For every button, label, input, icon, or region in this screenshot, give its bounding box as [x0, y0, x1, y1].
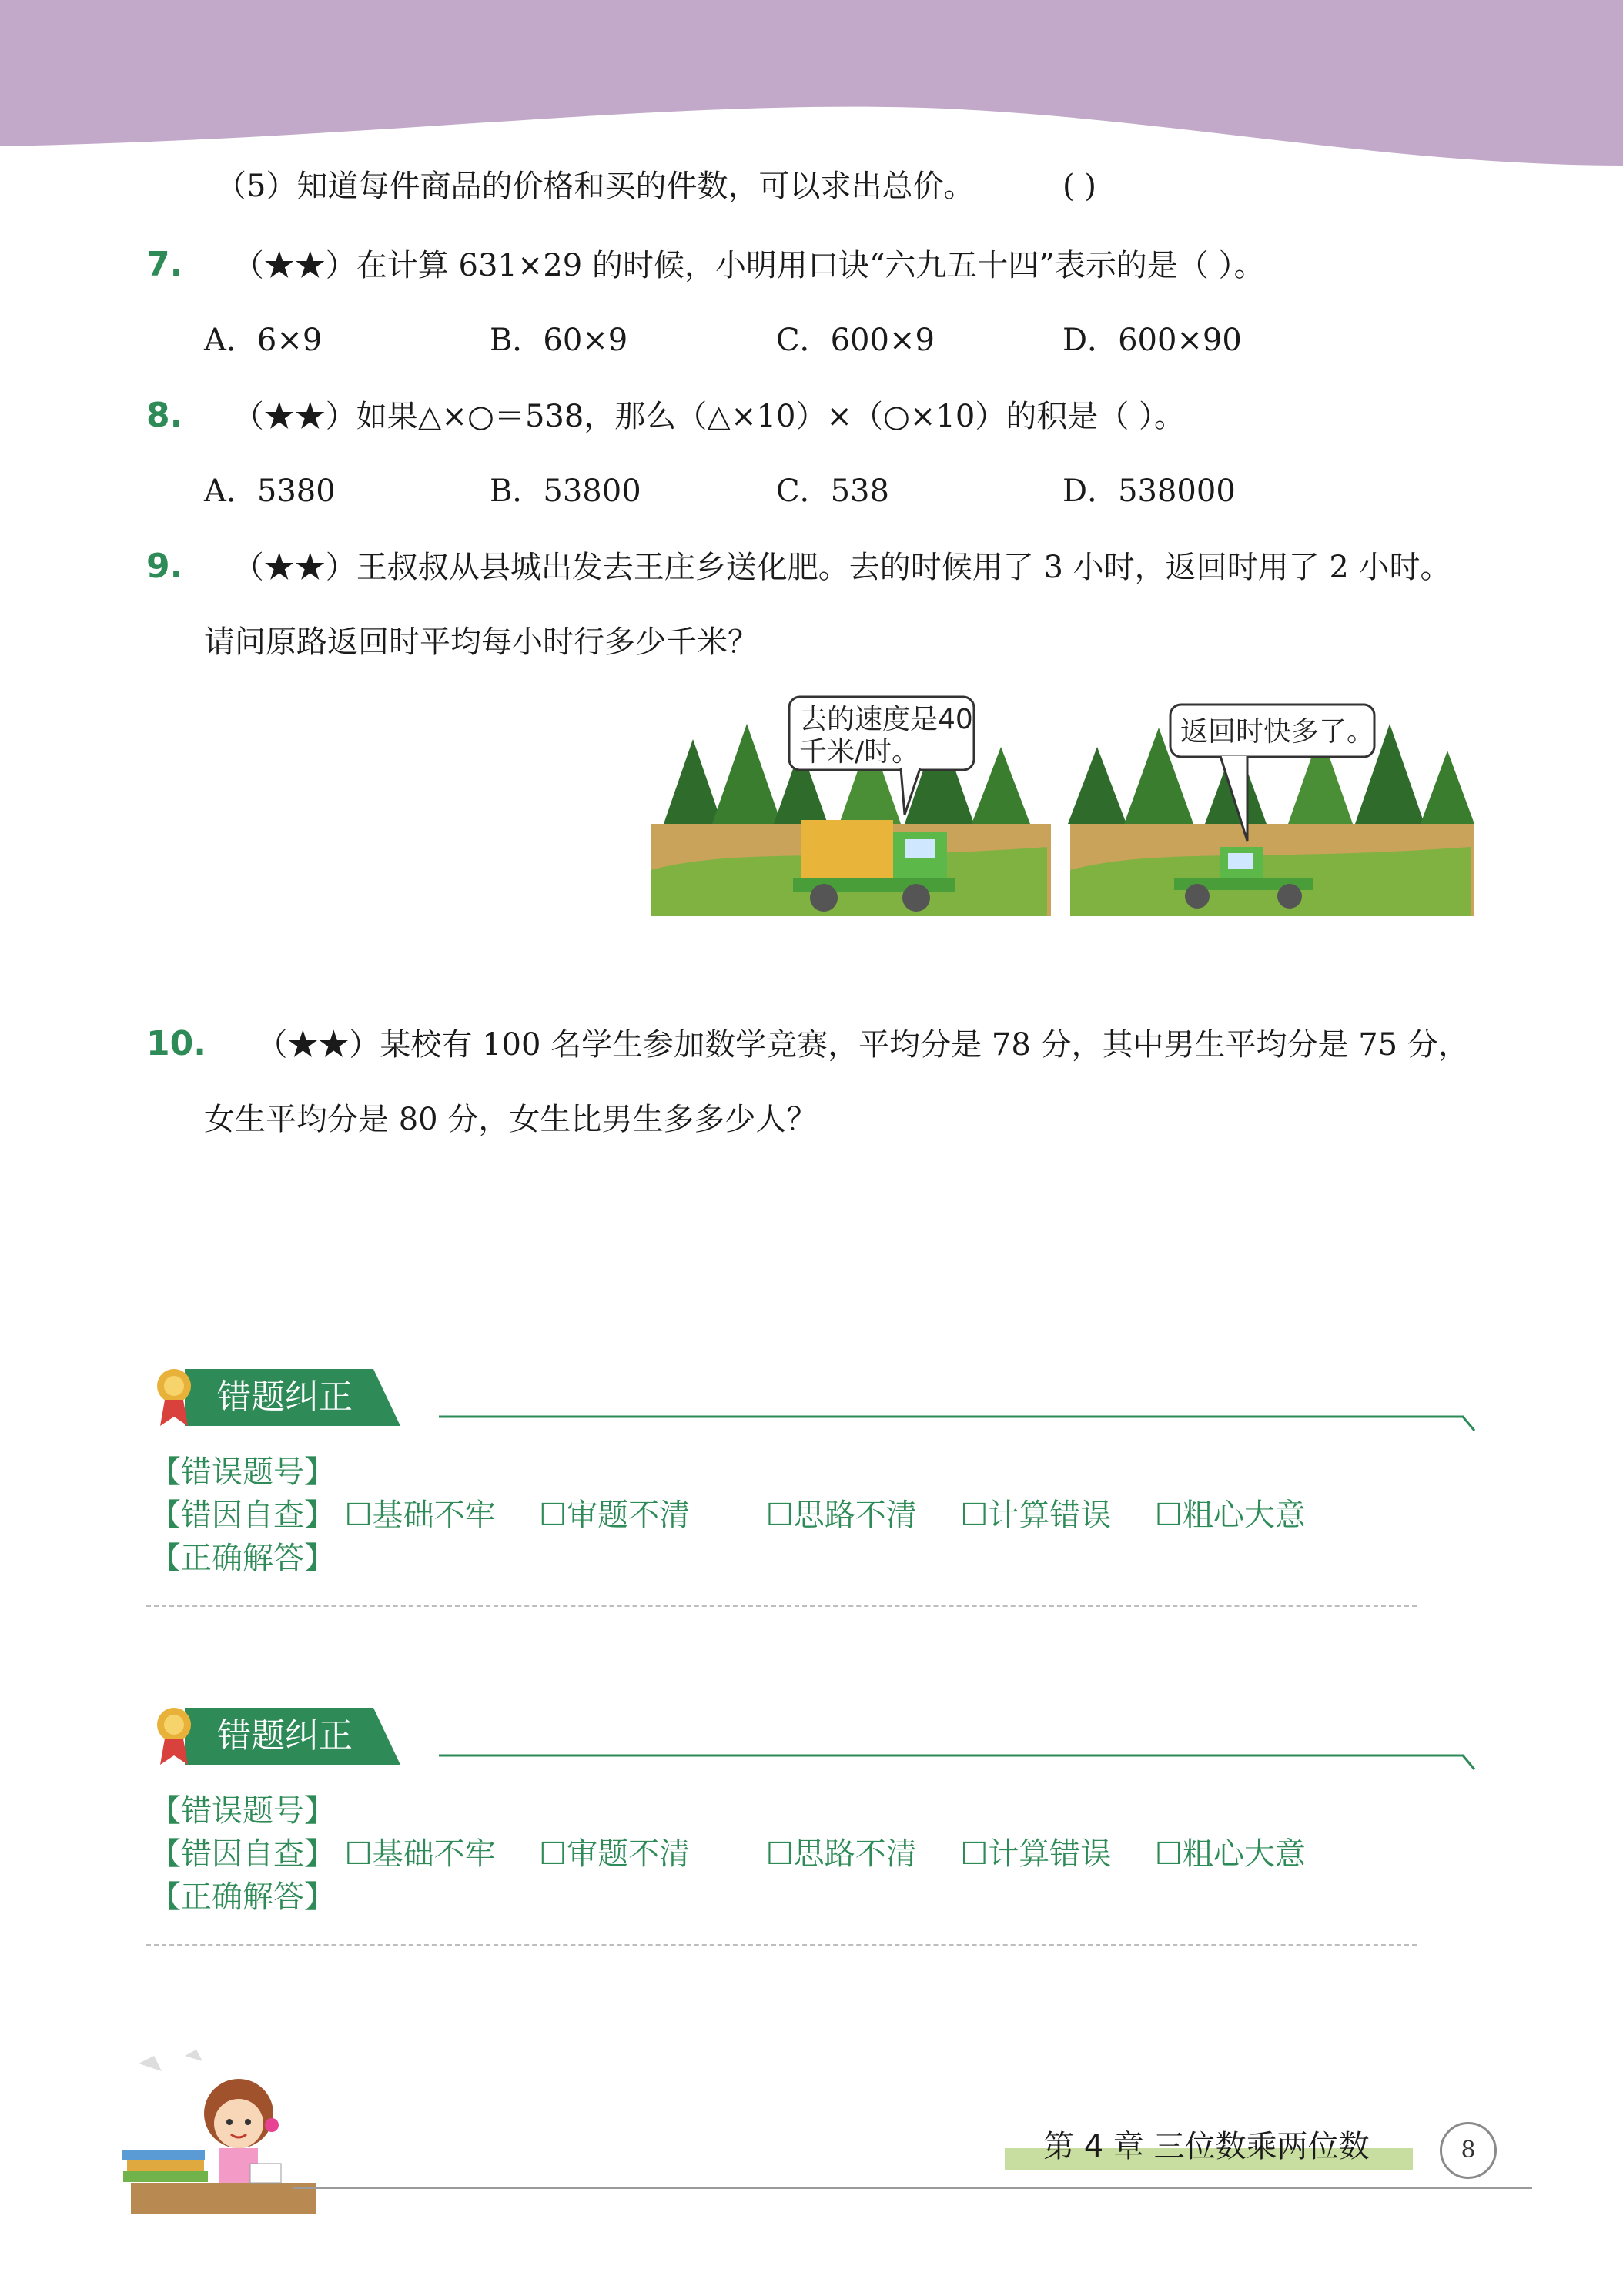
girl-studying-illustration	[108, 2048, 323, 2217]
checkbox-calculation-error[interactable]: ☐计算错误	[960, 1836, 1112, 1872]
checkbox-unclear-thinking[interactable]: ☐思路不清	[765, 1836, 917, 1872]
section-banner	[154, 1363, 1478, 1432]
scene-right	[1068, 705, 1474, 916]
scene-left	[651, 697, 1051, 916]
page-number: 8	[1440, 2122, 1497, 2179]
checkbox-misread[interactable]: ☐审题不清	[539, 1836, 691, 1872]
checkbox-basic-weak[interactable]: ☐基础不牢	[344, 1498, 496, 1533]
question-number: 10.	[146, 1024, 206, 1063]
option-b: B．53800	[490, 474, 641, 509]
checkbox-basic-weak[interactable]: ☐基础不牢	[344, 1836, 496, 1872]
footer-rule	[293, 2187, 1532, 2189]
question-number: 7.	[146, 245, 183, 284]
option-a: A．6×9	[204, 323, 323, 358]
error-number-row: 【错误题号】	[150, 1793, 335, 1829]
difficulty-stars: （★★）	[233, 550, 356, 585]
difficulty-stars: （★★）	[256, 1027, 380, 1063]
option-b: B．60×9	[490, 323, 628, 358]
error-number-row: 【错误题号】	[150, 1454, 335, 1490]
option-d: D．600×90	[1062, 323, 1242, 358]
error-section-header	[154, 1363, 1478, 1432]
difficulty-stars: （★★）	[233, 399, 356, 434]
option-c: C．538	[776, 474, 889, 509]
divider	[146, 1605, 1417, 1607]
question-number: 9.	[146, 547, 183, 586]
question-7	[146, 245, 1265, 286]
difficulty-stars: （★★）	[233, 248, 356, 283]
question-10	[146, 1024, 1469, 1065]
question-text: 在计算 631×29 的时候，小明用口诀“六九五十四”表示的是（ ）。	[356, 248, 1265, 283]
error-section-header	[154, 1702, 1478, 1771]
error-cause-label: 【错因自查】	[150, 1836, 335, 1872]
item-5-answer-paren: ( )	[1062, 169, 1096, 204]
checkbox-misread[interactable]: ☐审题不清	[539, 1498, 691, 1533]
section-title: 错题纠正	[217, 1377, 353, 1417]
checkbox-calculation-error[interactable]: ☐计算错误	[960, 1498, 1112, 1533]
bubble-left-line2: 千米/时。	[799, 736, 920, 768]
question-text: 王叔叔从县城出发去王庄乡送化肥。去的时候用了 3 小时，返回时用了 2 小时。	[356, 550, 1451, 585]
question-text: 如果△×○＝538，那么（△×10）×（○×10）的积是（ ）。	[356, 399, 1186, 434]
divider	[146, 1944, 1417, 1946]
option-a: A．5380	[204, 474, 336, 509]
correct-answer-row: 【正确解答】	[150, 1879, 335, 1915]
section-banner	[154, 1702, 1478, 1771]
option-d: D．538000	[1062, 474, 1236, 509]
question-text: 某校有 100 名学生参加数学竞赛，平均分是 78 分，其中男生平均分是 75 分，	[380, 1027, 1469, 1063]
checkbox-careless[interactable]: ☐粗心大意	[1155, 1836, 1306, 1872]
bubble-left-line1: 去的速度是40	[799, 704, 973, 735]
bubble-right-text: 返回时快多了。	[1180, 716, 1375, 748]
chapter-title: 第 4 章 三位数乘两位数	[1043, 2129, 1370, 2164]
section-title: 错题纠正	[217, 1716, 353, 1755]
question-number: 8.	[146, 396, 183, 435]
truck-illustration	[647, 693, 1478, 924]
question-9	[146, 547, 1451, 587]
error-cause-label: 【错因自查】	[150, 1498, 335, 1533]
item-5	[216, 166, 974, 206]
error-cause-row	[150, 1832, 1340, 1876]
correct-answer-row: 【正确解答】	[150, 1541, 335, 1576]
option-c: C．600×9	[776, 323, 935, 358]
checkbox-careless[interactable]: ☐粗心大意	[1155, 1498, 1306, 1533]
question-10-line2: 女生平均分是 80 分，女生比男生多多少人？	[204, 1102, 818, 1137]
question-9-line2: 请问原路返回时平均每小时行多少千米？	[204, 624, 758, 660]
question-8	[146, 396, 1185, 437]
error-cause-row	[150, 1494, 1340, 1537]
checkbox-unclear-thinking[interactable]: ☐思路不清	[765, 1498, 917, 1533]
item-5-text: （5）知道每件商品的价格和买的件数，可以求出总价。	[216, 169, 975, 204]
header-wave	[0, 0, 1623, 177]
